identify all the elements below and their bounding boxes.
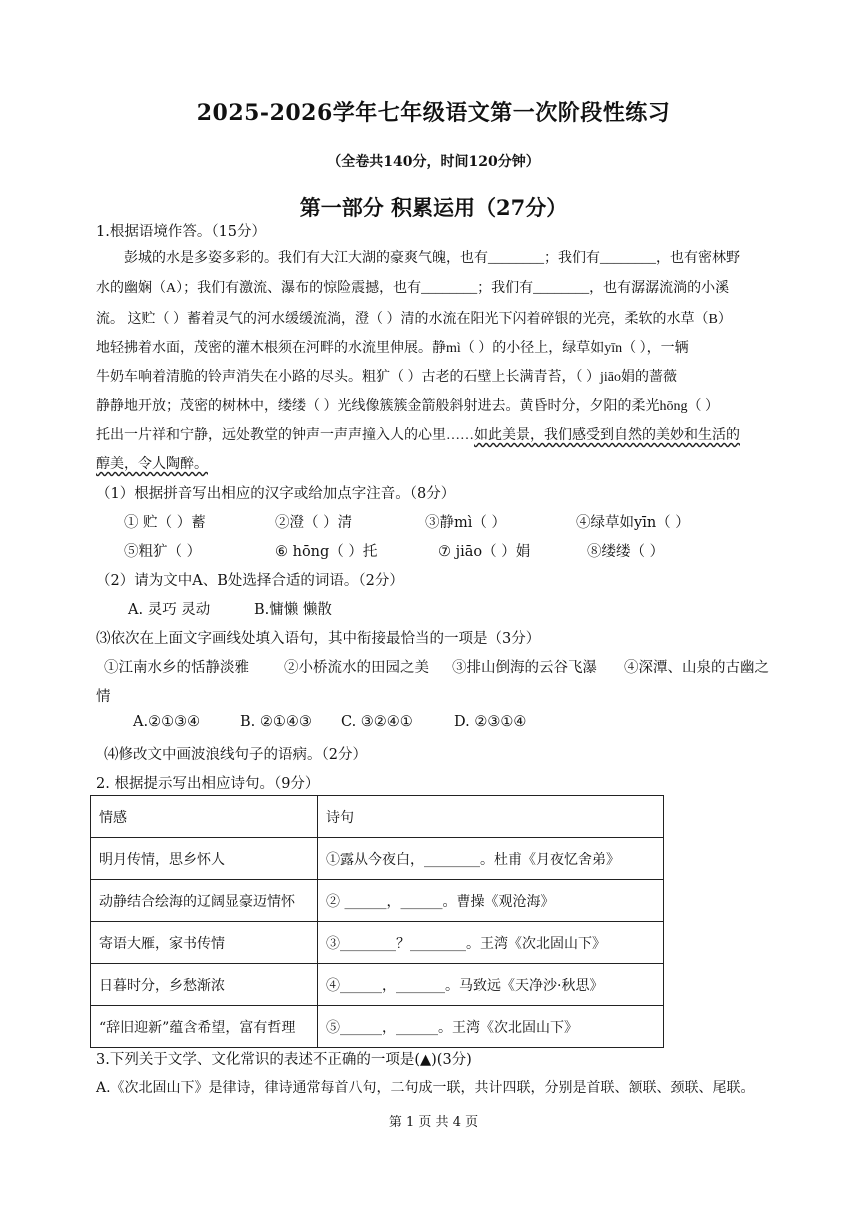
sub4-heading: ⑷修改文中画波浪线句子的语病。（2分） — [104, 747, 367, 763]
exam-subtitle: （全卷共140分，时间120分钟） — [327, 154, 540, 170]
table-row — [91, 838, 664, 880]
table-row — [91, 922, 664, 964]
sub1-heading: （1）根据拼音写出相应的汉字或给加点字注音。（8分） — [96, 486, 456, 502]
option: A. 灵巧 灵动 — [128, 602, 211, 618]
passage-line: 水的幽娴（A）；我们有激流、瀑布的惊险震撼，也有________；我们有________，也有潺潺流淌的小溪 — [96, 281, 730, 296]
sentence-item: ①江南水乡的恬静淡雅 — [104, 660, 249, 676]
wavy-sentence-part2: 醇美，令人陶醉。 — [96, 457, 208, 472]
passage-line-wavy — [96, 453, 208, 473]
poem-cell: ①露从今夜白，________。杜甫《月夜忆舍弟》 — [318, 838, 664, 880]
emotion-cell: 明月传情，思乡怀人 — [91, 838, 318, 880]
q1-heading: 1.根据语境作答。（15分） — [96, 224, 267, 240]
emotion-cell: “辞旧迎新”蕴含希望，富有哲理 — [91, 1006, 318, 1048]
table-row — [91, 964, 664, 1006]
choice: A.②①③④ — [133, 714, 201, 730]
passage-line: 静静地开放；茂密的树林中，缕缕（ ）光线像簇簇金箭般斜射进去。黄昏时分，夕阳的柔光hōng（ ） — [96, 399, 719, 414]
emotion-cell: 日暮时分，乡愁渐浓 — [91, 964, 318, 1006]
poem-cell: ⑤______，______。王湾《次北固山下》 — [318, 1006, 664, 1048]
passage-line: 彭城的水是多姿多彩的。我们有大江大湖的豪爽气魄，也有________；我们有________，也有密林野 — [124, 251, 740, 266]
pinyin-item: ⑤粗犷（ ） — [124, 544, 202, 560]
sub3-heading: ⑶依次在上面文字画线处填入语句，其中衔接最恰当的一项是（3分） — [96, 631, 541, 647]
sentence-item: ②小桥流水的田园之美 — [284, 660, 429, 676]
poem-cell: ② ______，______。曹操《观沧海》 — [318, 880, 664, 922]
choice: B. ②①④③ — [240, 714, 312, 730]
passage-line: 牛奶车响着清脆的铃声消失在小路的尽头。粗犷（ ）古老的石壁上长满青苔，（ ）jiāo娟的蔷薇 — [96, 370, 677, 385]
section-title: 第一部分 积累运用（27分） — [299, 195, 568, 220]
poem-cell: ④______，_______。马致远《天净沙·秋思》 — [318, 964, 664, 1006]
q2-heading: 2. 根据提示写出相应诗句。（9分） — [96, 776, 320, 792]
passage-line-with-wavy — [96, 424, 740, 444]
table-row — [91, 880, 664, 922]
choice: C. ③②④① — [341, 714, 413, 730]
column-header: 情感 — [91, 796, 318, 838]
poem-table — [90, 795, 664, 1048]
pinyin-item: ④绿草如yīn（ ） — [576, 515, 690, 531]
sub2-heading: （2）请为文中A、B处选择合适的词语。（2分） — [96, 573, 404, 589]
option: B.慵懒 懒散 — [254, 602, 332, 618]
passage-line: 流。 这贮（ ）蓄着灵气的河水缓缓流淌，澄（ ）清的水流在阳光下闪着碎银的光亮，柔软的水草（B） — [96, 312, 732, 327]
pinyin-item: ⑧缕缕（ ） — [587, 544, 665, 560]
pinyin-item: ⑦ jiāo（ ）娟 — [438, 544, 531, 560]
q3-heading: 3.下列关于文学、文化常识的表述不正确的一项是(▲)(3分) — [96, 1052, 472, 1068]
emotion-cell: 动静结合绘海的辽阔显豪迈情怀 — [91, 880, 318, 922]
sentence-item: ④深潭、山泉的古幽之 — [624, 660, 769, 676]
table-row — [91, 1006, 664, 1048]
passage-text: 托出一片祥和宁静，远处教堂的钟声一声声撞入人的心里…… — [96, 428, 474, 443]
emotion-cell: 寄语大雁，家书传情 — [91, 922, 318, 964]
pinyin-item: ⑥ hōng（ ）托 — [275, 544, 378, 560]
sentence-item-wrap: 情 — [96, 689, 111, 705]
pinyin-item: ③静mì（ ） — [425, 515, 506, 531]
poem-cell: ③________？________。王湾《次北固山下》 — [318, 922, 664, 964]
page-footer: 第 1 页 共 4 页 — [388, 1115, 479, 1130]
passage-line: 地轻拂着水面，茂密的灌木根须在河畔的水流里伸展。静mì（ ）的小径上，绿草如yīn（ ），一辆 — [96, 341, 689, 356]
pinyin-item: ① 贮（ ）蓄 — [124, 515, 206, 531]
choice: D. ②③①④ — [454, 714, 527, 730]
table-header-row — [91, 796, 664, 838]
sentence-item: ③排山倒海的云谷飞瀑 — [452, 660, 597, 676]
exam-title: 2025-2026学年七年级语文第一次阶段性练习 — [196, 100, 671, 126]
wavy-sentence-part1: 如此美景，我们感受到自然的美妙和生活的 — [474, 428, 740, 443]
pinyin-item: ②澄（ ）清 — [275, 515, 353, 531]
q3-option-a: A.《次北固山下》是律诗，律诗通常每首八句，二句成一联，共计四联，分别是首联、颔联、颈联、尾联。 — [96, 1080, 755, 1096]
column-header: 诗句 — [318, 796, 664, 838]
